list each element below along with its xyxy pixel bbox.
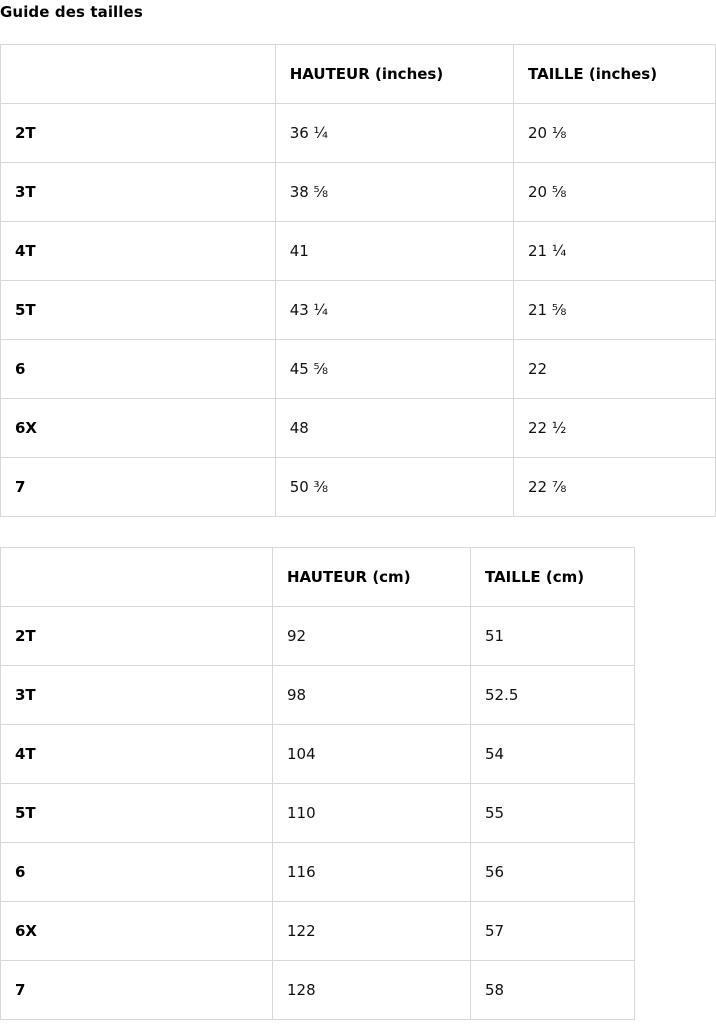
table-row xyxy=(1,399,716,458)
cell-waist: 21 ⅝ xyxy=(514,281,716,340)
cell-height: 110 xyxy=(273,784,471,843)
cell-waist: 55 xyxy=(471,784,635,843)
table-row xyxy=(1,961,635,1020)
cell-waist: 20 ⅛ xyxy=(514,104,716,163)
row-header-size: 2T xyxy=(1,104,276,163)
row-header-size: 6 xyxy=(1,340,276,399)
column-header-size xyxy=(1,548,273,607)
cell-waist: 58 xyxy=(471,961,635,1020)
cell-waist: 57 xyxy=(471,902,635,961)
row-header-size: 2T xyxy=(1,607,273,666)
cell-height: 36 ¼ xyxy=(275,104,513,163)
table-row xyxy=(1,725,635,784)
cell-height: 48 xyxy=(275,399,513,458)
column-header-height: HAUTEUR (inches) xyxy=(275,45,513,104)
cell-height: 122 xyxy=(273,902,471,961)
row-header-size: 5T xyxy=(1,281,276,340)
column-header-size xyxy=(1,45,276,104)
table-row xyxy=(1,458,716,517)
row-header-size: 3T xyxy=(1,163,276,222)
column-header-waist: TAILLE (cm) xyxy=(471,548,635,607)
table-row xyxy=(1,222,716,281)
cell-waist: 51 xyxy=(471,607,635,666)
row-header-size: 4T xyxy=(1,725,273,784)
cell-waist: 20 ⅝ xyxy=(514,163,716,222)
cell-height: 41 xyxy=(275,222,513,281)
cell-waist: 22 xyxy=(514,340,716,399)
table-row xyxy=(1,843,635,902)
column-header-height: HAUTEUR (cm) xyxy=(273,548,471,607)
row-header-size: 5T xyxy=(1,784,273,843)
table-header-row xyxy=(1,548,635,607)
cell-waist: 22 ⅞ xyxy=(514,458,716,517)
table-row xyxy=(1,607,635,666)
row-header-size: 7 xyxy=(1,458,276,517)
cell-height: 43 ¼ xyxy=(275,281,513,340)
cell-waist: 52.5 xyxy=(471,666,635,725)
size-table-inches xyxy=(0,44,716,517)
cell-height: 128 xyxy=(273,961,471,1020)
row-header-size: 3T xyxy=(1,666,273,725)
table-row xyxy=(1,104,716,163)
table-row xyxy=(1,902,635,961)
row-header-size: 6X xyxy=(1,902,273,961)
table-row xyxy=(1,281,716,340)
row-header-size: 4T xyxy=(1,222,276,281)
cell-height: 92 xyxy=(273,607,471,666)
cell-height: 50 ⅜ xyxy=(275,458,513,517)
table-row xyxy=(1,666,635,725)
table-header-row xyxy=(1,45,716,104)
row-header-size: 6 xyxy=(1,843,273,902)
cell-height: 104 xyxy=(273,725,471,784)
cell-height: 98 xyxy=(273,666,471,725)
cell-height: 38 ⅝ xyxy=(275,163,513,222)
table-row xyxy=(1,784,635,843)
size-table-cm xyxy=(0,547,635,1020)
table-row xyxy=(1,340,716,399)
cell-waist: 22 ½ xyxy=(514,399,716,458)
row-header-size: 6X xyxy=(1,399,276,458)
column-header-waist: TAILLE (inches) xyxy=(514,45,716,104)
row-header-size: 7 xyxy=(1,961,273,1020)
cell-height: 45 ⅝ xyxy=(275,340,513,399)
table-spacer xyxy=(0,517,716,525)
cell-waist: 21 ¼ xyxy=(514,222,716,281)
page-title: Guide des tailles xyxy=(0,3,143,21)
table-row xyxy=(1,163,716,222)
cell-waist: 56 xyxy=(471,843,635,902)
cell-height: 116 xyxy=(273,843,471,902)
cell-waist: 54 xyxy=(471,725,635,784)
